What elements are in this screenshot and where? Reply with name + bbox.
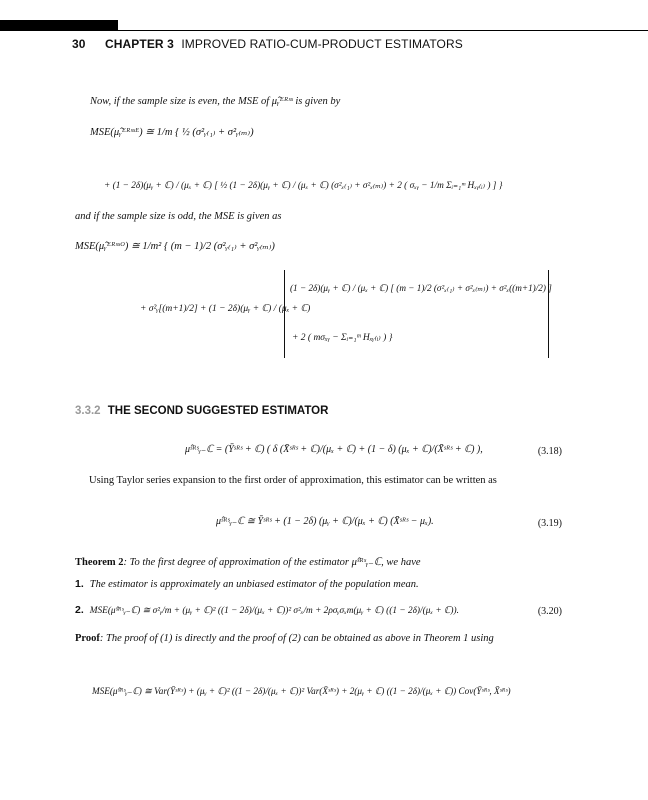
theorem-2 bbox=[75, 556, 421, 568]
running-header bbox=[72, 37, 463, 51]
section-heading bbox=[75, 405, 328, 417]
theorem-item-2 bbox=[75, 604, 459, 616]
header-bar bbox=[0, 20, 118, 31]
section-number: 3.3.2 bbox=[75, 405, 101, 417]
theorem-label: Theorem 2 bbox=[75, 557, 124, 568]
proof-label: Proof bbox=[75, 633, 100, 644]
brace-left bbox=[284, 270, 285, 358]
theorem-item-1 bbox=[75, 578, 419, 590]
equation-number-3-19: (3.19) bbox=[537, 518, 562, 529]
page-number: 30 bbox=[72, 37, 86, 51]
section-title: THE SECOND SUGGESTED ESTIMATOR bbox=[107, 405, 329, 417]
equation-number-3-18: (3.18) bbox=[537, 446, 562, 457]
item-1-number: 1. bbox=[75, 578, 84, 590]
taylor-paragraph: Using Taylor series expansion to the first order of approximation, this estimator can be written as bbox=[89, 475, 497, 486]
chapter-title: IMPROVED RATIO-CUM-PRODUCT ESTIMATORS bbox=[181, 37, 463, 51]
eq-odd-line2c: + 2 ( mσₓᵧ − Σᵢ₌₁ᵐ Hₓᵧ₍ᵢ₎ ) } bbox=[292, 333, 393, 343]
eq-even-line2: + (1 − 2δ)(μᵧ + ℂ) / (μₓ + ℂ) [ ½ (1 − 2δ)(μᵧ + ℂ) / (μₓ + ℂ) (σ²ₓ₍₁₎ + σ²ₓ₍ₘ₎) + 2 ( σₓᵧ − 1/m Σᵢ₌₁ᵐ Hₓᵧ₍ᵢ₎ ) ] } bbox=[104, 181, 503, 191]
eq-even-line1: MSE(μ̂ᵧᴱᴿˢˢᴱ) ≅ 1/m { ½ (σ²ᵧ₍₁₎ + σ²ᵧ₍ₘ₎) bbox=[90, 127, 254, 138]
equation-final: MSE(μ̂ˢᴿˢᵧ₋ℂ) ≅ Var(Ȳˢᴿˢ) + (μᵧ + ℂ)² ((1 − 2δ)/(μₓ + ℂ))² Var(X̄ˢᴿˢ) + 2(μᵧ + ℂ) ((1 − 2δ)/(μₓ + ℂ)) Cov(Ȳˢᴿˢ, X̄ˢᴿˢ) bbox=[92, 686, 511, 696]
odd-text: and if the sample size is odd, the MSE is given as bbox=[75, 211, 282, 222]
item-2-number: 2. bbox=[75, 604, 84, 616]
intro-text: Now, if the sample size is even, the MSE of μ̂ᵧᴱᴿˢˢ is given by bbox=[90, 96, 341, 107]
chapter-label: CHAPTER 3 bbox=[105, 37, 174, 51]
eq-odd-line2b: + σ²ᵧ[(m+1)/2] + (1 − 2δ)(μᵧ + ℂ) / (μₓ + ℂ) bbox=[140, 304, 311, 314]
theorem-text: : To the first degree of approximation of the estimator μ̂ˢᴿˢᵧ₋ℂ, we have bbox=[123, 557, 421, 568]
item-1-text: The estimator is approximately an unbiased estimator of the population mean. bbox=[89, 579, 419, 590]
equation-3-18: μ̂ˢᴿˢᵧ₋ℂ = (Ȳˢᴿˢ + ℂ) ( δ (X̄ˢᴿˢ + ℂ)/(μₓ + ℂ) + (1 − δ) (μₓ + ℂ)/(X̄ˢᴿˢ + ℂ) ), bbox=[185, 444, 483, 455]
equation-3-20: MSE(μ̂ˢᴿˢᵧ₋ℂ) ≅ σ²ᵧ/m + (μᵧ + ℂ)² ((1 − 2δ)/(μₓ + ℂ))² σ²ₓ/m + 2ρσᵧσₓm(μᵧ + ℂ) ((1 − 2δ)/(μₓ + ℂ)). bbox=[89, 606, 459, 616]
proof-text: : The proof of (1) is directly and the proof of (2) can be obtained as above in Theorem 1 using bbox=[99, 633, 494, 644]
header-rule bbox=[118, 30, 648, 31]
proof-paragraph bbox=[75, 632, 563, 646]
eq-odd-line2a: (1 − 2δ)(μᵧ + ℂ) / (μₓ + ℂ) [ (m − 1)/2 (σ²ₓ₍₁₎ + σ²ₓ₍ₘ₎) + σ²ₓ((m+1)/2) ] bbox=[290, 283, 552, 293]
equation-3-19: μ̂ˢᴿˢᵧ₋ℂ ≅ Ȳˢᴿˢ + (1 − 2δ) (μᵧ + ℂ)/(μₓ + ℂ) (X̄ˢᴿˢ − μₓ). bbox=[216, 516, 434, 527]
equation-number-3-20: (3.20) bbox=[537, 606, 562, 617]
eq-odd-line1: MSE(μ̂ᵧᴱᴿˢˢᴼ) ≅ 1/m² { (m − 1)/2 (σ²ᵧ₍₁₎ + σ²ᵧ₍ₘ₎) bbox=[75, 241, 275, 252]
